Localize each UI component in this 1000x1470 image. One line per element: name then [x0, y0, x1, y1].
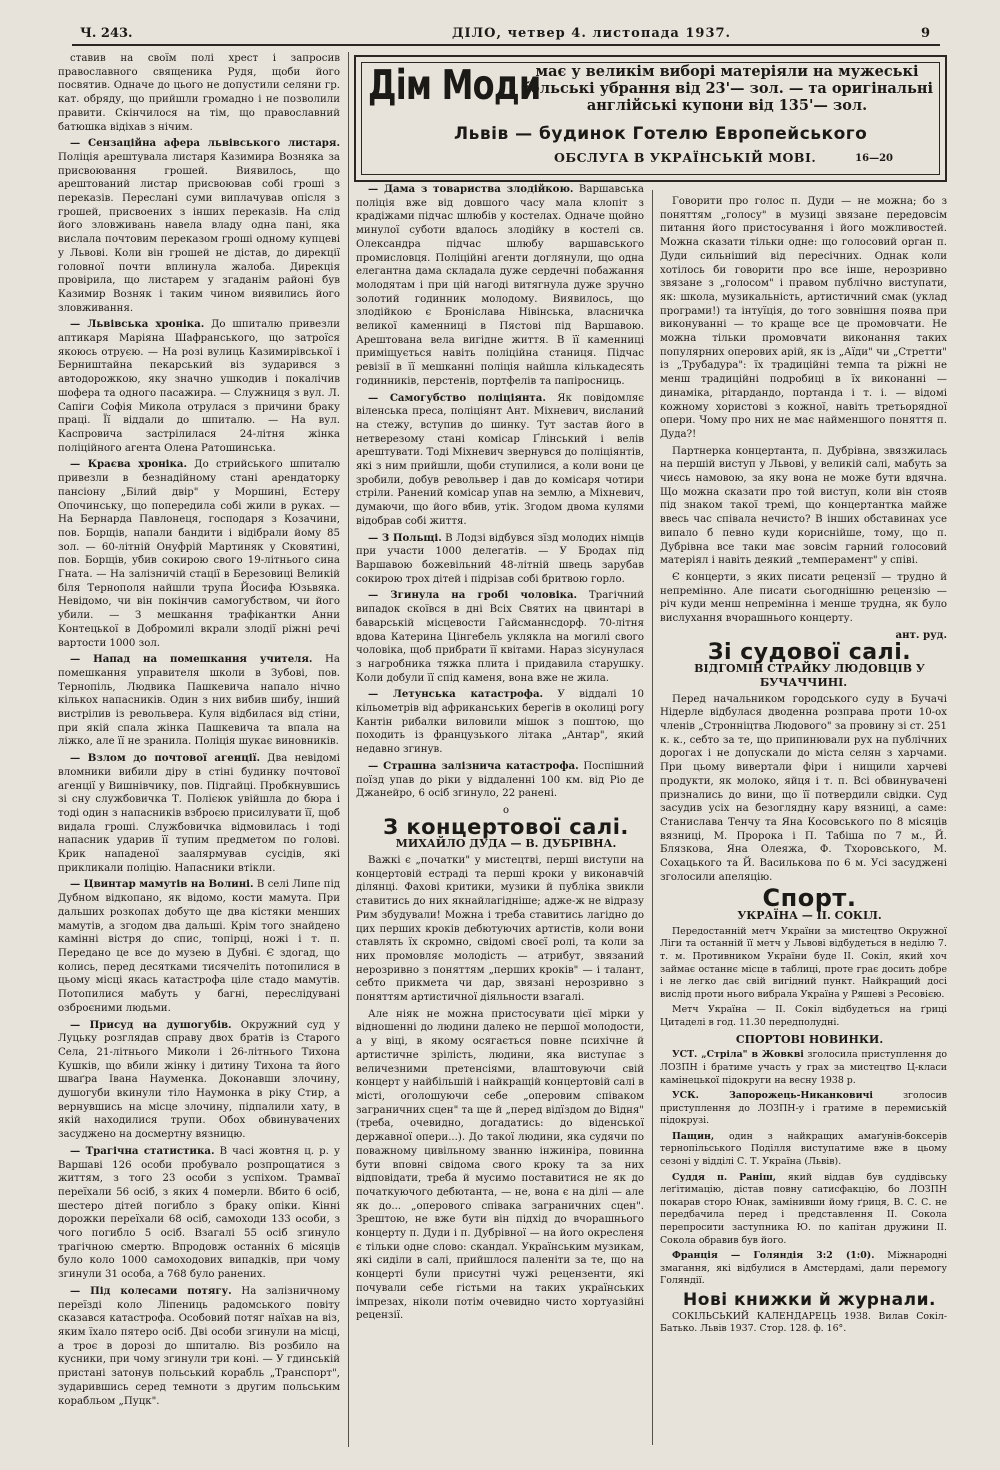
news-item-lead: — Трагічна статистика.: [70, 1144, 215, 1157]
news-item: [356, 183, 644, 389]
news-item-text: На залізничному переїзді коло Ліпениць радомського повіту сказався катастрофа. Особовий потяг наїхав на віз, яким їхало пятеро осіб. Дві особи згинули на місці, а троє в дорозі до шпиталю. Віз розбило на кусники, при чому згинули три коні. — У гдинській пристані затонув польський корабль „Транспорт", зударившись серед темноти з другим польським корабльом „Пуцк".: [58, 1285, 340, 1407]
news-item: [58, 1019, 340, 1142]
news-item-lead: — Львівська хроніка.: [70, 318, 205, 331]
sport-section-title: Спорт.: [762, 884, 857, 913]
news-item: [58, 1145, 340, 1282]
news-item: [58, 1285, 340, 1408]
concert-paragraph: Партнерка концертанта, п. Дубрівна, звязжилась на першій виступ у Львові, у великій салі, мабуть за чиєсь намовою, за яку вона не може бути вдячна. Що можна сказати про той виступ, коли він стояв під знаком такої тремі, що концертантка майже ввесь час співала нечисто? В інших обставинах усе випало б певно куди кориснійше, тому, що п. Дубрівна все таки має зовсім гарний голосовий матеріял і навіть деякий „темперамент" у співі.: [660, 445, 947, 567]
ad-offer-text: має у великім виборі матеріяли на мужеські бельські убрання від 23'— зол. — та оригінальні англійські купони від 135'— зол.: [521, 63, 933, 114]
news-item-text: Два невідомі вломники вибили діру в стіні будинку почтової агенції у Вишнівчику, пов. Підгайці. Пробкнувшись зі сну службовичка Т. Полієюк увійшла до бюра і тоді один з напасників взброєю присилувати її, щоб видала гроші. Службовичка відмовилась і тоді напасник ударив її тупим предметом по голові. Крик нападеної заалярмував сусідів, які прикликали поліцію. Напасники втікли.: [58, 753, 340, 874]
news-item-text: До стрийського шпиталю привезли в безнадійному стані арендаторку пансіону „Білий двір" у Моршині, Естеру Опочинську, що попередила собі жили в руках. — На Бернарда Павлонеця, господаря з Козачини, пов. Борщів, напали бандити і відібрали йому 85 зол. — 60-літній Онуфрій Мартиняк у Сковятині, пов. Борщів, убив сокирою свого 19-літнього сина Гната. — На залізничій стації в Березовиці Великій біля Тернополя найшли трупа Йосифа Юзьвяка. Невідомо, чи він покінчив самогубством, чи його убили. — З мешкання трафікантки Анни Контецької в Добромилі вкрали злодії ріжні речі вартости 1000 зол.: [58, 459, 340, 649]
news-item-text: Окружний суд у Луцьку розглядав справу двох братів із Старого Села, 21-літнього Миколи і 26-літнього Тихона Кушків, що вбили жінку і дитину Тихона та його шваґра Івана Науменка. Доконавши злочину, душогуби вкинули тіло Наумонка в ріку Стир, а вернувшись на місце злочину, підпалили хату, в якій находилися трупи. Обох обвинувачених засуджено на досмертну вязницю.: [58, 1019, 340, 1141]
news-item-text: зголосив приступлення до ЛОЗПН-у і гратиме в перемиській підокрузі.: [660, 1090, 947, 1127]
concert-paragraph: Є концерти, з яких писати рецензії — трудно й непремінно. Але писати сьогоднішню рецензію — річ куди менш непремінна і менше трудна, як було вислухання вчорашнього концерту.: [660, 571, 947, 625]
news-item-text: У віддалі 10 кільометрів від африканських берегів в околиці рогу Кантін рибалки виловили мішок з поштою, що походить із французького літака „Антар", який недавно згинув.: [356, 689, 644, 756]
news-item-text: один з найкращих амаґунів-боксерів тернопільського Поділля виступатиме вже в цьому сезоні у відділі С. Т. Україна (Львів).: [660, 1130, 947, 1168]
ad-address: Львів — будинок Готелю Европейського: [454, 124, 868, 144]
issue-number: Ч. 243.: [80, 26, 133, 41]
court-subtitle: ВІДГОМІН СТРАЙКУ ЛЮДОВЦІВ У БУЧАЧЧИНІ.: [694, 662, 925, 689]
news-item: [356, 392, 644, 529]
news-item-lead: Франція — Голяндія 3:2 (1:0).: [672, 1250, 875, 1262]
author-signature: ант. руд.: [895, 628, 947, 641]
news-item: [660, 1090, 947, 1128]
court-section-title: Зі судової салі.: [707, 639, 912, 665]
news-item-lead: — Дама з товариства злодійкою.: [368, 183, 574, 195]
news-item: [660, 1131, 947, 1169]
news-item: [356, 532, 644, 587]
advertisement-dim-mody: [354, 55, 947, 182]
column-divider: [348, 52, 349, 1447]
books-text: СОКІЛЬСЬКИЙ КАЛЕНДАРЕЦЬ 1938. Вилав Сокіл-Батько. Львів 1937. Стор. 128. ф. 16°.: [660, 1310, 947, 1335]
news-item: [58, 878, 340, 1015]
news-item-lead: УСК. Запорожець-Никанковичі: [672, 1090, 873, 1102]
concert-section-title: З концертової салі.: [383, 814, 629, 839]
section-ornament: о: [502, 804, 510, 816]
sport-news-title: СПОРТОВІ НОВИНКИ.: [735, 1032, 884, 1046]
court-article: Перед начальником городського суду в Бучачі Нідерле відбулася дводенна розправа проти 10-ох членів „Стронніцтва Людового" за провину зі ст. 251 к. к., себто за те, що припинювали рух на публічних дорогах і не допускали до міста селян з харчами. При цьому вивертали фіри і нищили харчеві продукти, як молоко, яйця і т. п. Всі обвинувачені признались до вини, що її потвердили свідки. Суд засудив усіх на безоглядну кару вязниці, а саме: Станислава Тенчу та Яна Косовського по 8 місяців вязниці, М. Пророка і П. Табіша по 7 м., Й. Блязкова, Яна Олеяжа, Ф. Тхоровського, М. Сохацького та Й. Василькова по 6 м. Усі засуджені зголосили апеляцію.: [660, 693, 947, 883]
news-item-text: Варшавська поліція вже від довшого часу мала клопіт з крадіжами підчас шлюбів у костелах. Одначе щойно минулої суботи вдалось злодійку в костелі св. Олександра підчас шлюбу варшавського промисловця. Поліційні агенти доглянули, що одна елегантна дама складала дуже сердечні побажання молодятам і при цій нагоді витягнула дуже зручно золотий годинник молодому. Виявилось, що злодійкою є Броніслава Нівінська, власничка великої каменниці в Пястові під Варшавою. Арештована вела вигідне життя. В її каменниці приміщується навіть поліційна станиця. Підчас ревізії в її мешканні поліція найшла кількадесять годинників, перстенів, портфелів та папіросниць.: [356, 184, 644, 387]
news-item-lead: — Сензаційна афера львівського листаря.: [70, 137, 340, 150]
news-item-lead: — З Польщі.: [368, 531, 442, 544]
news-item-lead: УСТ. „Стріла" в Жовкві: [672, 1049, 804, 1061]
news-item-text: В селі Липе під Дубном відкопано, як відомо, кости мамута. При дальших розкопах добуто ще два кістяки менших мамутів, а згодом два дальші. Крім того знайдено камінні вістря до спис, топірці, ножі і т. п. Передано це все до музею в Дубні. Є здогад, що колись, перед десятками тисячеліть потопилися в цьому місці якась катастрофа ціле стадо мамутів. Потопилися мабуть у багні, переслідувані озброєними людьми.: [58, 879, 340, 1014]
news-item-lead: — Напад на помешкання учителя.: [70, 653, 313, 666]
news-item-lead: — Цвинтар мамутів на Волині.: [70, 878, 254, 891]
masthead: ДІЛО, четвер 4. листопада 1937.: [452, 26, 732, 41]
concert-paragraph: Але ніяк не можна пристосувати цієї мірки у відношенні до людини далеко не першої молодости, а у віці, в якому осягається повне психічне й артистичне зрілість, людини, яка виступає з величезними претенсіями, влаштовуючи свій концерт у найбільшій і найкращій концертовій салі в місті, оголошуючи себе „оперовим співаком заграничних сцен" та ще й „перед відїздом до Відня" (треба, очевидно, догадатись: до віденської державної опери...). До такої людини, яка судячи по поважному цивільному званню інжиніра, повинна бути вповні свідома свого кроку та за них відповідати, треба й мусимо поставитися не як до початкуючого дебютанта, — не, вона є на ділі — але як до... „оперового співака заграничних сцен". Зрештою, не вже бути він підхід до вчорашнього концерту п. Дуди і п. Дубрівної — на його окресленя є тільки одне слово: скандал. Українським музикам, які сиділи в салі, прийшлося паленіти за те, що на концерті були присутні чужі рецензенти, які почували себе гістьми на таких українських імпрезах, ніколи потім очевидно чисто хортуазійні рецензії.: [356, 1008, 644, 1322]
news-item: [58, 752, 340, 875]
news-item: [356, 589, 644, 685]
page-header: [72, 22, 940, 46]
column-1: [58, 52, 340, 1447]
news-item-lead: — Страшна залізнича катастрофа.: [368, 759, 579, 772]
news-item-text: ставив на своїм полі хрест і запросив православного священика Рудя, щоби його посвятив. Одначе до цього не допустили селяни гр. кат. обряду, що прийшли громадно і не позволили правити. Скінчилося на тім, що православний батюшка відіхав з нічим.: [58, 53, 340, 133]
news-item-text: який віддав був суддівську леґітимацію, дістав повну сатисфакцію, бо ЛОЗПН покарав сторо Юнак, замінивши йому ґриця, В. С. С. не передбачила перед і представлення II. Сокола перепросити заступника Ю. по капітан дружини II. Сокола обравив був його.: [660, 1171, 947, 1246]
news-item: [58, 318, 340, 455]
ad-code: 16—20: [855, 153, 893, 164]
news-item-text: Міжнародні змагання, які відбулися в Амстердамі, дали перемогу Голяндії.: [660, 1250, 947, 1287]
column-2: [356, 183, 644, 1443]
news-item-text: До шпиталю привезли аптикаря Маріяна Шафранського, що затроїся якоюсь отруєю. — На розі вулиць Казимирівської і Берништайна пекарський віз зударився з автодорожкою, яку значно ушкодив і покалічив шофера та одного пасажира. — Служниця з вул. Л. Сапіги Софія Микола отрулася з причини браку праці. Її віддали до шпиталю. — На вул. Каспровича застрілилася 24-літня жінка поліційного агента Олена Ратошинська.: [58, 319, 340, 454]
concert-paragraph: Говорити про голос п. Дуди — не можна; бо з поняттям „голосу" в музиці звязане передовсім питання його пристосування і його можливостей. Можна сказати тільки одне: що голосовий орган п. Дуди сильніший від пересічних. Однак коли хотілось би говорити про все інше, нерозривно звязане з „голосом" і правом публічно виступати, як: школа, музикальність, артистичний смак (уклад програми!) та інтуїція, до того зовнішня поява при виконуванні — то краще все це промовчати. Не можна тільки промовчати виконання таких популярних оперових арій, як із „Аїди" чи „Стретти" із „Трубадура": їх традиційні темпа та ріжні не менш традиційні подробиці в їх виконанні — динаміка, рітардандо, портанда і т. і. — відомі кожному хористові з кожної, навіть третьорядної опери. Чому про них не має найменшого поняття п. Дуда?!: [660, 196, 947, 440]
sport-match-note: Метч Україна — II. Сокіл відбудеться на ґриці Цитаделі в год. 11.30 передполудні.: [660, 1004, 947, 1029]
news-item-text: В Лодзі відбувся зїзд молодих німців при участи 1000 делегатів. — У Бродах під Варшавою божевільний 48-літній швець зарубав сокирою трох дітей і підрізав собі бритвою горло.: [356, 532, 644, 585]
news-item-lead: — Взлом до почтової агенції.: [70, 752, 261, 765]
news-item: [58, 52, 340, 134]
news-item-text: Трагічний випадок скоївся в дні Всіх Святих на цвинтарі в баварській місцевости Гайсманнсдорф. 70-літня вдова Катерина Цінгебель уклякла на могилі свого чоловіка, щоб прибрати її квітами. Нараз зісунулася з нагробника тяжка плита і придавила старушку. Коли добули її спід каменя, вона вже не жила.: [356, 590, 644, 684]
news-item-text: В часі жовтня ц. р. у Варшаві 126 особи пробувало розпрощатися з життям, з того 23 особи з успіхом. Трамваї переїхали 56 осіб, з яких 4 померли. Вбито 6 осіб, шестеро дітей погибло з браку опіки. Кінні дорожки переїхали 68 осіб, самоходи 133 особи, з чого погибло 5 осіб. Взагалі 55 осіб згинуло трагічною смертю. Впродовж останніх 6 місяців було коло 1000 самоходових випадків, при чому згинули 31 особа, а 768 було ранених.: [58, 1145, 340, 1281]
news-item-text: Поспішний поїзд упав до ріки у віддаленні 100 км. від Ріо де Джанейро, 6 осіб згинуло, 22 ранені.: [356, 760, 644, 800]
news-items: [356, 183, 644, 801]
news-item-text: Поліція арештувала листаря Казимира Возняка за присвоювання грошей. Виявилось, що арештований листар присвоював собі гроші з переказів. Переслані суми виплачував опісля з грошей, присвоених з інших переказів. На слід його зловживань навела владу одна пані, яка вислала почтовим переказом гроші одному купцеві у Львові. Коли він грошей не дістав, до дирекції головної почти вплинула жалоба. Дирекція провірила, що листарем у згаданім районі був Казимир Возняк і таким чином виявились його зловживання.: [58, 151, 340, 314]
sport-match-text: Передостанній метч України за мистецтво Окружної Ліги та останній її метч у Львові відбудеться в неділю 7. т. м. Противником України буде II. Сокіл, який хоч займає останнє місце в таблиці, проте грає досить добре і не легко дає свій вигідний пункт. Найкращий досі вислід проти нього вибрала Україна у Ряшеві з Ресовією.: [660, 925, 947, 1000]
books-section-title: Нові книжки й журнали.: [683, 1290, 936, 1310]
news-item: [660, 1250, 947, 1288]
news-item: [58, 458, 340, 650]
news-item-lead: — Самогубство поліціянта.: [368, 391, 546, 404]
page-number: 9: [920, 26, 930, 41]
news-item-lead: — Згинула на гробі чоловіка.: [368, 589, 578, 602]
news-item-lead: — Краєва хроніка.: [70, 458, 188, 471]
concert-paragraph: Важкі є „початки" у мистецтві, перші виступи на концертовій естраді та перші кроки у виконавчій ділянці. Фахові критики, музики й публіка звикли ставитись до них якнайлагідніше; адже-ж не відразу Рим збудували! Можна і треба ставитись лагідно до цих перших кроків дебютуючих артистів, коли вони ставлять їх скромно, свідомі своєї ролі, та коли за них промовляє молодість — атрибут, звязаний нерозривно з поняттям „перших кроків" — і талант, себто прикмета чи дар, звязані нерозривно з поняттям артистичної діяльности взагалі.: [356, 855, 644, 1004]
concert-subtitle: МИХАЙЛО ДУДА — В. ДУБРІВНА.: [395, 837, 617, 851]
ad-service: ОБСЛУГА В УКРАЇНСЬКІЙ МОВІ.: [554, 150, 817, 165]
sport-news-list: [660, 1049, 947, 1288]
ad-brand: Дім Моди: [368, 61, 541, 109]
news-item-lead: Суддя п. Раніш,: [672, 1171, 777, 1183]
news-item: [58, 653, 340, 749]
news-item: [356, 760, 644, 801]
news-item: [356, 688, 644, 757]
news-item-text: Як повідомляє віленська преса, поліціянт Ант. Міхневич, висланий на стежу, вступив до шинку. Тут застав його в нетверезому стані комісар Ґлінський і велів арештувати. Тоді Міхневич звернувся до поліціянтів, які з ним прийшли, щоби ступилися, а коли вони це зробили, добув револьвер і дав до комісаря чотири стріли. Ранений комісар упав на землю, а Міхневич, думаючи, що його вбив, утік. Згодом двома кулями відобрав собі життя.: [356, 392, 644, 527]
news-item-lead: — Присуд на душогубів.: [70, 1018, 232, 1031]
news-item: [660, 1172, 947, 1248]
news-item-lead: — Під колесами потягу.: [70, 1284, 232, 1297]
news-item-lead: Пащин,: [672, 1130, 715, 1142]
news-item-text: На помешкання управителя школи в Зубові, пов. Тернопіль, Людвика Пашкевича напало нічно кількох напасників. Один з них вибив шибу, інший вистрілив із револьвера. Куля відбилася від стіни, при якій спала жінка Пашкевича та впала на ліжко, але її не зранила. Поліція шукає виновників.: [58, 654, 340, 748]
column-3: [660, 195, 947, 1445]
column-divider: [652, 190, 653, 1445]
sport-match-title: УКРАЇНА — II. СОКІЛ.: [737, 909, 882, 923]
news-item-text: зголосила приступлення до ЛОЗПН і братиме участь у грах за мистецтво Ц-класи камінецької підокруги на весну 1938 р.: [660, 1049, 947, 1086]
news-item: [58, 137, 340, 315]
news-item-lead: — Летунська катастрофа.: [368, 688, 544, 701]
news-item: [660, 1049, 947, 1087]
